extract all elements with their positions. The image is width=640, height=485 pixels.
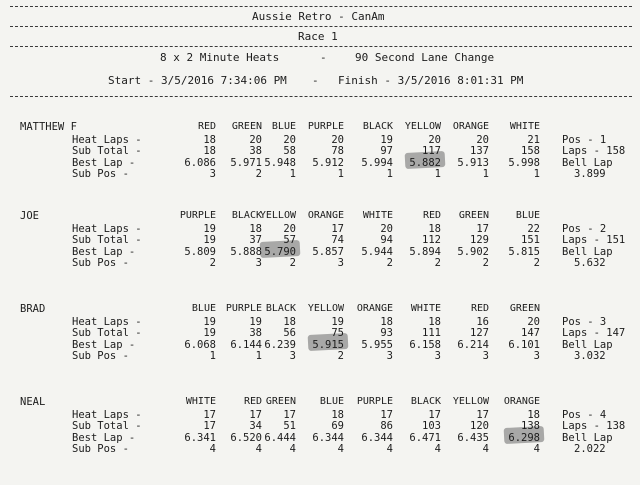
lane-header: RED <box>197 121 216 132</box>
best-lap-value: 5.888 <box>230 246 262 258</box>
heat-laps-value: 17 <box>203 409 216 421</box>
sub-total-value: 34 <box>249 420 262 432</box>
position-summary: Pos - 2 <box>562 223 607 235</box>
bell-lap-value: 5.632 <box>574 257 606 269</box>
sub-total-value: 78 <box>331 145 344 157</box>
heat-laps-value: 17 <box>283 409 296 421</box>
bell-lap-label: Bell Lap <box>562 157 613 169</box>
sub-total-value: 19 <box>203 234 216 246</box>
sub-pos-value: 4 <box>255 443 262 455</box>
row-label: Heat Laps - <box>72 134 142 146</box>
heats-separator: - <box>320 51 327 64</box>
position-summary: Pos - 3 <box>562 316 607 328</box>
best-lap-value: 5.913 <box>457 157 489 169</box>
heat-laps-value: 19 <box>331 316 344 328</box>
laps-summary: Laps - 138 <box>562 420 626 432</box>
sub-pos-value: 4 <box>533 443 540 455</box>
lane-header: RED <box>243 396 262 407</box>
divider <box>10 6 632 7</box>
sub-pos-value: 1 <box>337 168 344 180</box>
position-summary: Pos - 1 <box>562 134 607 146</box>
position-summary: Pos - 4 <box>562 409 607 421</box>
row-label: Sub Pos - <box>72 168 129 180</box>
heat-laps-value: 16 <box>476 316 489 328</box>
sub-pos-value: 4 <box>209 443 216 455</box>
best-lap-value: 6.435 <box>457 432 489 444</box>
lane-header: WHITE <box>410 303 441 314</box>
best-lap-value: 6.298 <box>508 432 540 444</box>
best-lap-value: 5.998 <box>508 157 540 169</box>
bell-lap-value: 2.022 <box>574 443 606 455</box>
heat-laps-value: 18 <box>249 223 262 235</box>
sub-total-value: 51 <box>283 420 296 432</box>
sub-pos-value: 1 <box>434 168 441 180</box>
heat-laps-value: 19 <box>203 316 216 328</box>
sub-pos-value: 4 <box>482 443 489 455</box>
bell-lap-value: 3.032 <box>574 350 606 362</box>
lane-header: ORANGE <box>307 210 344 221</box>
sub-total-value: 38 <box>249 327 262 339</box>
sub-pos-value: 3 <box>434 350 441 362</box>
best-lap-value: 5.912 <box>312 157 344 169</box>
sub-pos-value: 2 <box>255 168 262 180</box>
sub-pos-value: 3 <box>337 257 344 269</box>
lane-header: WHITE <box>509 121 540 132</box>
sub-pos-value: 1 <box>482 168 489 180</box>
heat-laps-value: 20 <box>428 134 441 146</box>
lane-header: PURPLE <box>225 303 262 314</box>
heat-laps-value: 17 <box>476 409 489 421</box>
best-lap-value: 5.902 <box>457 246 489 258</box>
lane-header: PURPLE <box>356 396 393 407</box>
sub-pos-value: 4 <box>386 443 393 455</box>
best-lap-value: 6.344 <box>361 432 393 444</box>
laps-summary: Laps - 147 <box>562 327 626 339</box>
heat-laps-value: 19 <box>380 134 393 146</box>
row-label: Best Lap - <box>72 246 136 258</box>
bell-lap-label: Bell Lap <box>562 246 613 258</box>
lane-header: YELLOW <box>452 396 489 407</box>
sub-total-value: 57 <box>283 234 296 246</box>
best-lap-value: 5.809 <box>184 246 216 258</box>
finish-time: Finish - 3/5/2016 8:01:31 PM <box>338 74 524 87</box>
row-label: Best Lap - <box>72 339 136 351</box>
lane-header: BLACK <box>265 303 296 314</box>
sub-total-value: 38 <box>249 145 262 157</box>
sub-total-value: 111 <box>422 327 441 339</box>
lane-header: ORANGE <box>356 303 393 314</box>
lane-header: WHITE <box>185 396 216 407</box>
lane-header: WHITE <box>362 210 393 221</box>
laps-summary: Laps - 158 <box>562 145 626 157</box>
sub-total-value: 69 <box>331 420 344 432</box>
heat-laps-value: 20 <box>527 316 540 328</box>
sub-total-value: 120 <box>470 420 489 432</box>
heat-laps-value: 18 <box>428 316 441 328</box>
best-lap-value: 5.894 <box>409 246 441 258</box>
bell-lap-label: Bell Lap <box>562 432 613 444</box>
sub-pos-value: 3 <box>386 350 393 362</box>
lane-header: RED <box>470 303 489 314</box>
sheet-title: Aussie Retro - CanAm <box>252 10 385 23</box>
heat-laps-value: 18 <box>428 223 441 235</box>
heat-laps-value: 18 <box>203 134 216 146</box>
sub-pos-value: 2 <box>386 257 393 269</box>
sub-total-value: 37 <box>249 234 262 246</box>
laps-summary: Laps - 151 <box>562 234 626 246</box>
heat-laps-value: 18 <box>527 409 540 421</box>
best-lap-value: 5.790 <box>264 246 296 258</box>
row-label: Sub Pos - <box>72 443 129 455</box>
best-lap-value: 5.815 <box>508 246 540 258</box>
row-label: Best Lap - <box>72 432 136 444</box>
sub-total-value: 93 <box>380 327 393 339</box>
lane-header: RED <box>422 210 441 221</box>
racer-name: MATTHEW F <box>20 121 77 133</box>
sub-pos-value: 4 <box>337 443 344 455</box>
best-lap-value: 5.994 <box>361 157 393 169</box>
sub-pos-value: 1 <box>386 168 393 180</box>
lane-header: BLACK <box>362 121 393 132</box>
lane-header: YELLOW <box>404 121 441 132</box>
heat-laps-value: 17 <box>380 409 393 421</box>
lane-header: ORANGE <box>503 396 540 407</box>
sub-pos-value: 3 <box>289 350 296 362</box>
start-finish-separator: - <box>312 74 319 87</box>
sub-pos-value: 3 <box>533 350 540 362</box>
bell-lap-value: 3.899 <box>574 168 606 180</box>
sub-total-value: 138 <box>521 420 540 432</box>
sub-total-value: 151 <box>521 234 540 246</box>
racer-name: BRAD <box>20 303 46 315</box>
heat-laps-value: 19 <box>203 223 216 235</box>
best-lap-value: 6.344 <box>312 432 344 444</box>
sub-total-value: 158 <box>521 145 540 157</box>
heat-laps-value: 20 <box>331 134 344 146</box>
divider <box>10 96 632 97</box>
sub-total-value: 137 <box>470 145 489 157</box>
row-label: Sub Pos - <box>72 350 129 362</box>
best-lap-value: 6.341 <box>184 432 216 444</box>
best-lap-value: 6.520 <box>230 432 262 444</box>
best-lap-value: 5.915 <box>312 339 344 351</box>
sub-total-value: 129 <box>470 234 489 246</box>
lane-header: GREEN <box>458 210 489 221</box>
sub-total-value: 86 <box>380 420 393 432</box>
sub-pos-value: 1 <box>255 350 262 362</box>
best-lap-value: 5.857 <box>312 246 344 258</box>
divider <box>10 46 632 47</box>
lane-header: GREEN <box>509 303 540 314</box>
best-lap-value: 6.444 <box>264 432 296 444</box>
lane-header: PURPLE <box>179 210 216 221</box>
sub-pos-value: 3 <box>482 350 489 362</box>
row-label: Heat Laps - <box>72 316 142 328</box>
sub-total-value: 147 <box>521 327 540 339</box>
sub-total-value: 19 <box>203 327 216 339</box>
heat-laps-value: 18 <box>283 316 296 328</box>
sub-total-value: 103 <box>422 420 441 432</box>
lane-header: BLUE <box>319 396 344 407</box>
row-label: Heat Laps - <box>72 409 142 421</box>
lane-change-info: 90 Second Lane Change <box>355 51 495 64</box>
sub-total-value: 74 <box>331 234 344 246</box>
sub-pos-value: 2 <box>434 257 441 269</box>
heat-laps-value: 20 <box>283 223 296 235</box>
lane-header: PURPLE <box>307 121 344 132</box>
lane-header: BLACK <box>410 396 441 407</box>
best-lap-value: 5.955 <box>361 339 393 351</box>
lane-header: YELLOW <box>307 303 344 314</box>
sub-pos-value: 4 <box>289 443 296 455</box>
heat-laps-value: 18 <box>380 316 393 328</box>
row-label: Sub Total - <box>72 327 142 339</box>
heat-laps-value: 21 <box>527 134 540 146</box>
heat-laps-value: 17 <box>331 223 344 235</box>
best-lap-value: 6.101 <box>508 339 540 351</box>
row-label: Sub Total - <box>72 145 142 157</box>
lane-header: GREEN <box>265 396 296 407</box>
row-label: Sub Pos - <box>72 257 129 269</box>
sub-pos-value: 3 <box>255 257 262 269</box>
row-label: Heat Laps - <box>72 223 142 235</box>
sub-pos-value: 2 <box>289 257 296 269</box>
best-lap-value: 6.471 <box>409 432 441 444</box>
sub-pos-value: 3 <box>209 168 216 180</box>
heat-laps-value: 22 <box>527 223 540 235</box>
row-label: Best Lap - <box>72 157 136 169</box>
heat-laps-value: 19 <box>249 316 262 328</box>
sub-total-value: 18 <box>203 145 216 157</box>
lane-header: YELLOW <box>259 210 296 221</box>
sub-pos-value: 2 <box>533 257 540 269</box>
sub-total-value: 75 <box>331 327 344 339</box>
best-lap-value: 6.158 <box>409 339 441 351</box>
sub-pos-value: 2 <box>209 257 216 269</box>
lane-header: BLACK <box>231 210 262 221</box>
divider <box>10 26 632 27</box>
sub-pos-value: 1 <box>533 168 540 180</box>
lane-header: BLUE <box>271 121 296 132</box>
row-label: Sub Total - <box>72 234 142 246</box>
best-lap-value: 5.948 <box>264 157 296 169</box>
heat-laps-value: 20 <box>380 223 393 235</box>
best-lap-value: 5.971 <box>230 157 262 169</box>
racer-name: NEAL <box>20 396 46 408</box>
heat-laps-value: 20 <box>249 134 262 146</box>
start-time: Start - 3/5/2016 7:34:06 PM <box>108 74 287 87</box>
best-lap-value: 6.068 <box>184 339 216 351</box>
sub-pos-value: 1 <box>209 350 216 362</box>
sub-total-value: 17 <box>203 420 216 432</box>
heat-laps-value: 17 <box>476 223 489 235</box>
heat-laps-value: 20 <box>283 134 296 146</box>
lane-header: BLUE <box>191 303 216 314</box>
sub-pos-value: 1 <box>289 168 296 180</box>
best-lap-value: 5.882 <box>409 157 441 169</box>
heat-laps-value: 17 <box>249 409 262 421</box>
heat-laps-value: 20 <box>476 134 489 146</box>
sub-total-value: 58 <box>283 145 296 157</box>
sub-total-value: 56 <box>283 327 296 339</box>
row-label: Sub Total - <box>72 420 142 432</box>
lane-header: BLUE <box>515 210 540 221</box>
heat-laps-value: 17 <box>428 409 441 421</box>
best-lap-value: 6.214 <box>457 339 489 351</box>
sub-pos-value: 4 <box>434 443 441 455</box>
sub-total-value: 94 <box>380 234 393 246</box>
sub-pos-value: 2 <box>482 257 489 269</box>
best-lap-value: 6.086 <box>184 157 216 169</box>
best-lap-value: 5.944 <box>361 246 393 258</box>
sub-pos-value: 2 <box>337 350 344 362</box>
best-lap-value: 6.239 <box>264 339 296 351</box>
heat-laps-value: 18 <box>331 409 344 421</box>
racer-name: JOE <box>20 210 39 222</box>
bell-lap-label: Bell Lap <box>562 339 613 351</box>
lane-header: ORANGE <box>452 121 489 132</box>
sub-total-value: 127 <box>470 327 489 339</box>
sub-total-value: 112 <box>422 234 441 246</box>
best-lap-value: 6.144 <box>230 339 262 351</box>
race-label: Race 1 <box>298 30 338 43</box>
sub-total-value: 97 <box>380 145 393 157</box>
heats-info: 8 x 2 Minute Heats <box>160 51 280 64</box>
lane-header: GREEN <box>231 121 262 132</box>
sub-total-value: 117 <box>422 145 441 157</box>
